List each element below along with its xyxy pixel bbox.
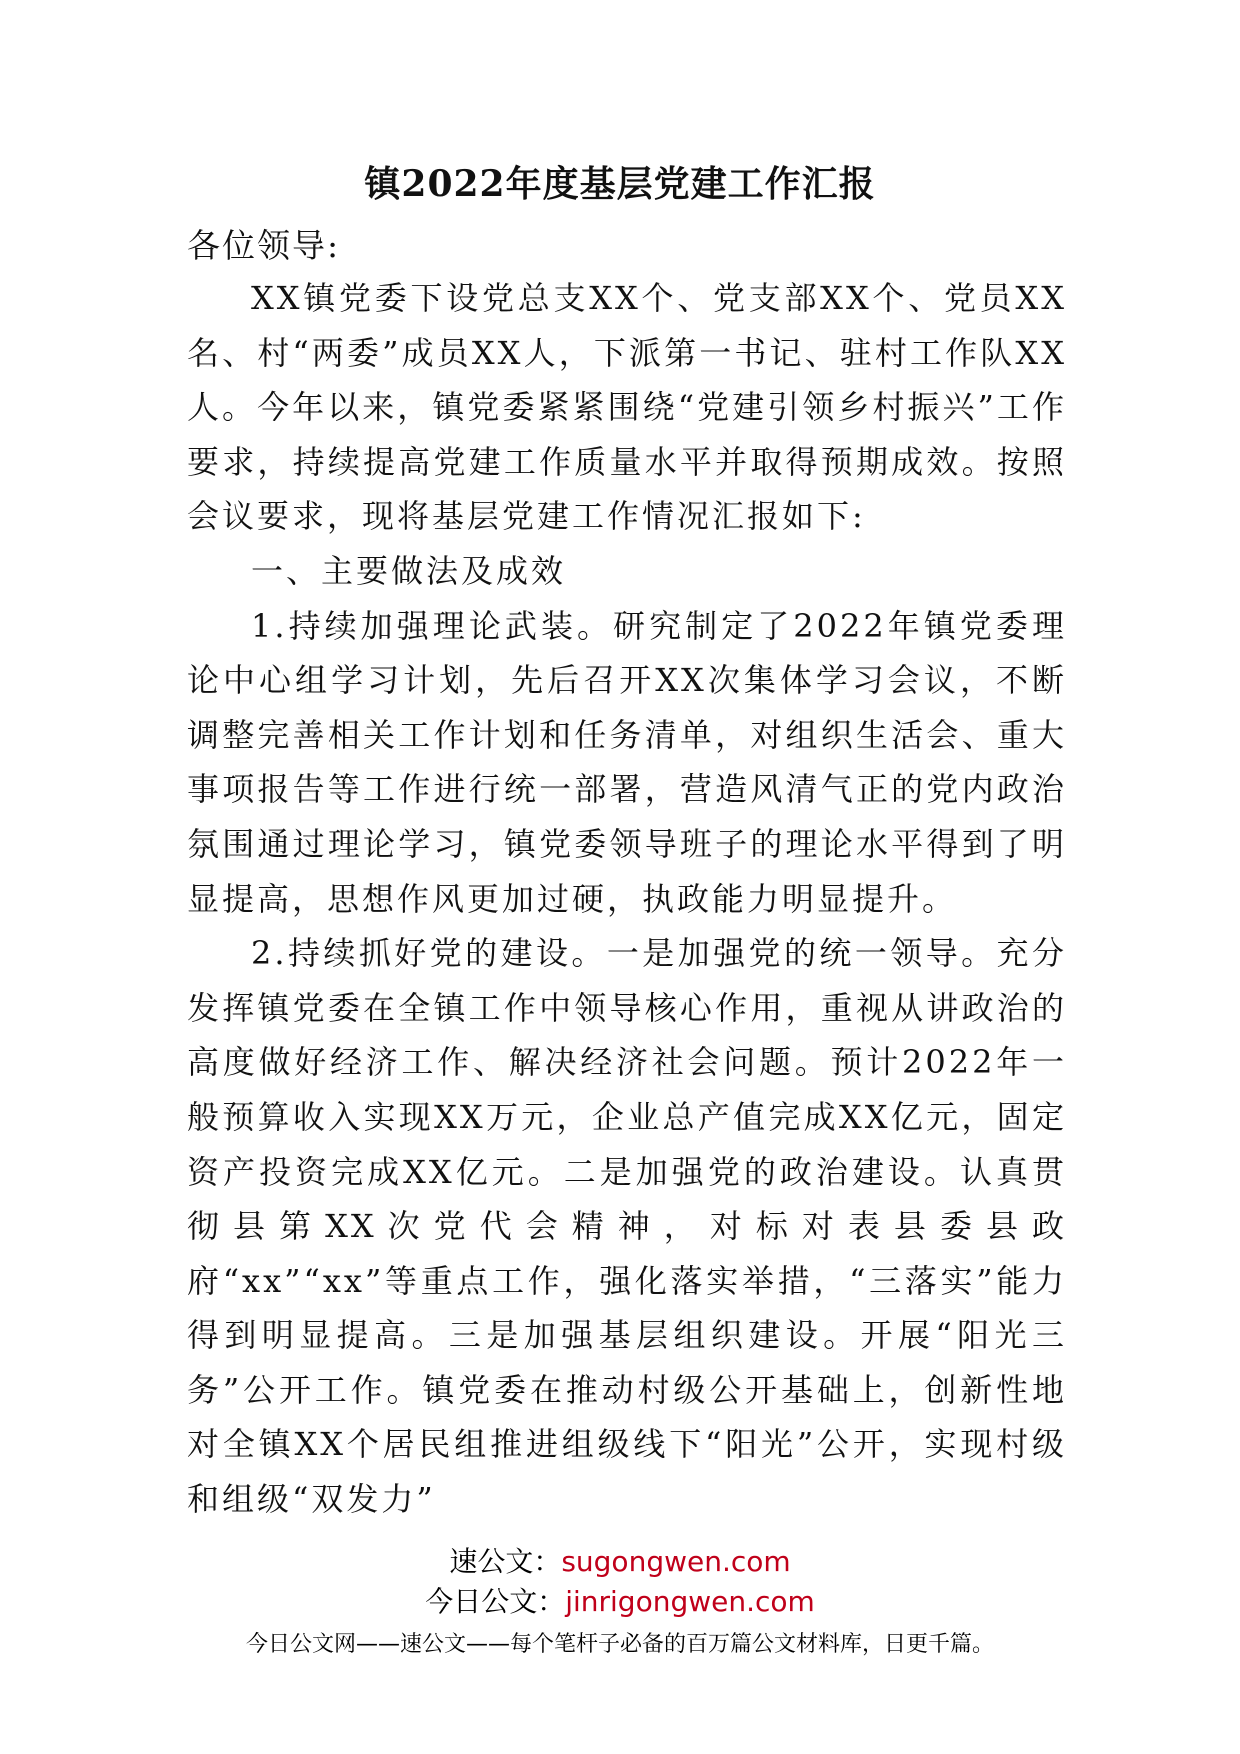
- footer-line-2: [0, 1584, 1240, 1620]
- footer-label-1: 速公文：: [449, 1545, 562, 1578]
- section-heading: 一、主要做法及成效: [251, 551, 567, 590]
- document-body: [187, 271, 1067, 1527]
- footer-link-sugongwen[interactable]: sugongwen.com: [561, 1545, 791, 1578]
- paragraph-theory: 1.持续加强理论武装。研究制定了2022年镇党委理论中心组学习计划，先后召开XX次集体学习会议，不断调整完善相关工作计划和任务清单，对组织生活会、重大事项报告等工作进行统一部署，营造风清气正的党内政治氛围通过理论学习，镇党委领导班子的理论水平得到了明显提高，思想作风更加过硬，执政能力明显提升。: [187, 606, 1067, 918]
- document-title: 镇2022年度基层党建工作汇报: [364, 163, 876, 205]
- paragraph-party-building: 2.持续抓好党的建设。一是加强党的统一领导。充分发挥镇党委在全镇工作中领导核心作用，重视从讲政治的高度做好经济工作、解决经济社会问题。预计2022年一般预算收入实现XX万元，企业总产值完成XX亿元，固定资产投资完成XX亿元。二是加强党的政治建设。认真贯彻县第XX次党代会精神，对标对表县委县政府“xx”“xx”等重点工作，强化落实举措，“三落实”能力得到明显提高。三是加强基层组织建设。开展“阳光三务”公开工作。镇党委在推动村级公开基础上，创新性地对全镇XX个居民组推进组级线下“阳光”公开，实现村级和组级“双发力”: [187, 934, 1067, 1519]
- salutation: 各位领导:: [187, 226, 341, 265]
- footer-line-1: [0, 1544, 1240, 1580]
- footer-link-jinrigongwen[interactable]: jinrigongwen.com: [565, 1585, 815, 1618]
- footer-label-2: 今日公文：: [425, 1585, 566, 1618]
- footer-tagline: 今日公文网——速公文——每个笔杆子必备的百万篇公文材料库，日更千篇。: [245, 1632, 994, 1657]
- intro-paragraph: XX镇党委下设党总支XX个、党支部XX个、党员XX名、村“两委”成员XX人，下派第一书记、驻村工作队XX人。今年以来，镇党委紧紧围绕“党建引领乡村振兴”工作要求，持续提高党建工作质量水平并取得预期成效。按照会议要求，现将基层党建工作情况汇报如下:: [187, 279, 1067, 536]
